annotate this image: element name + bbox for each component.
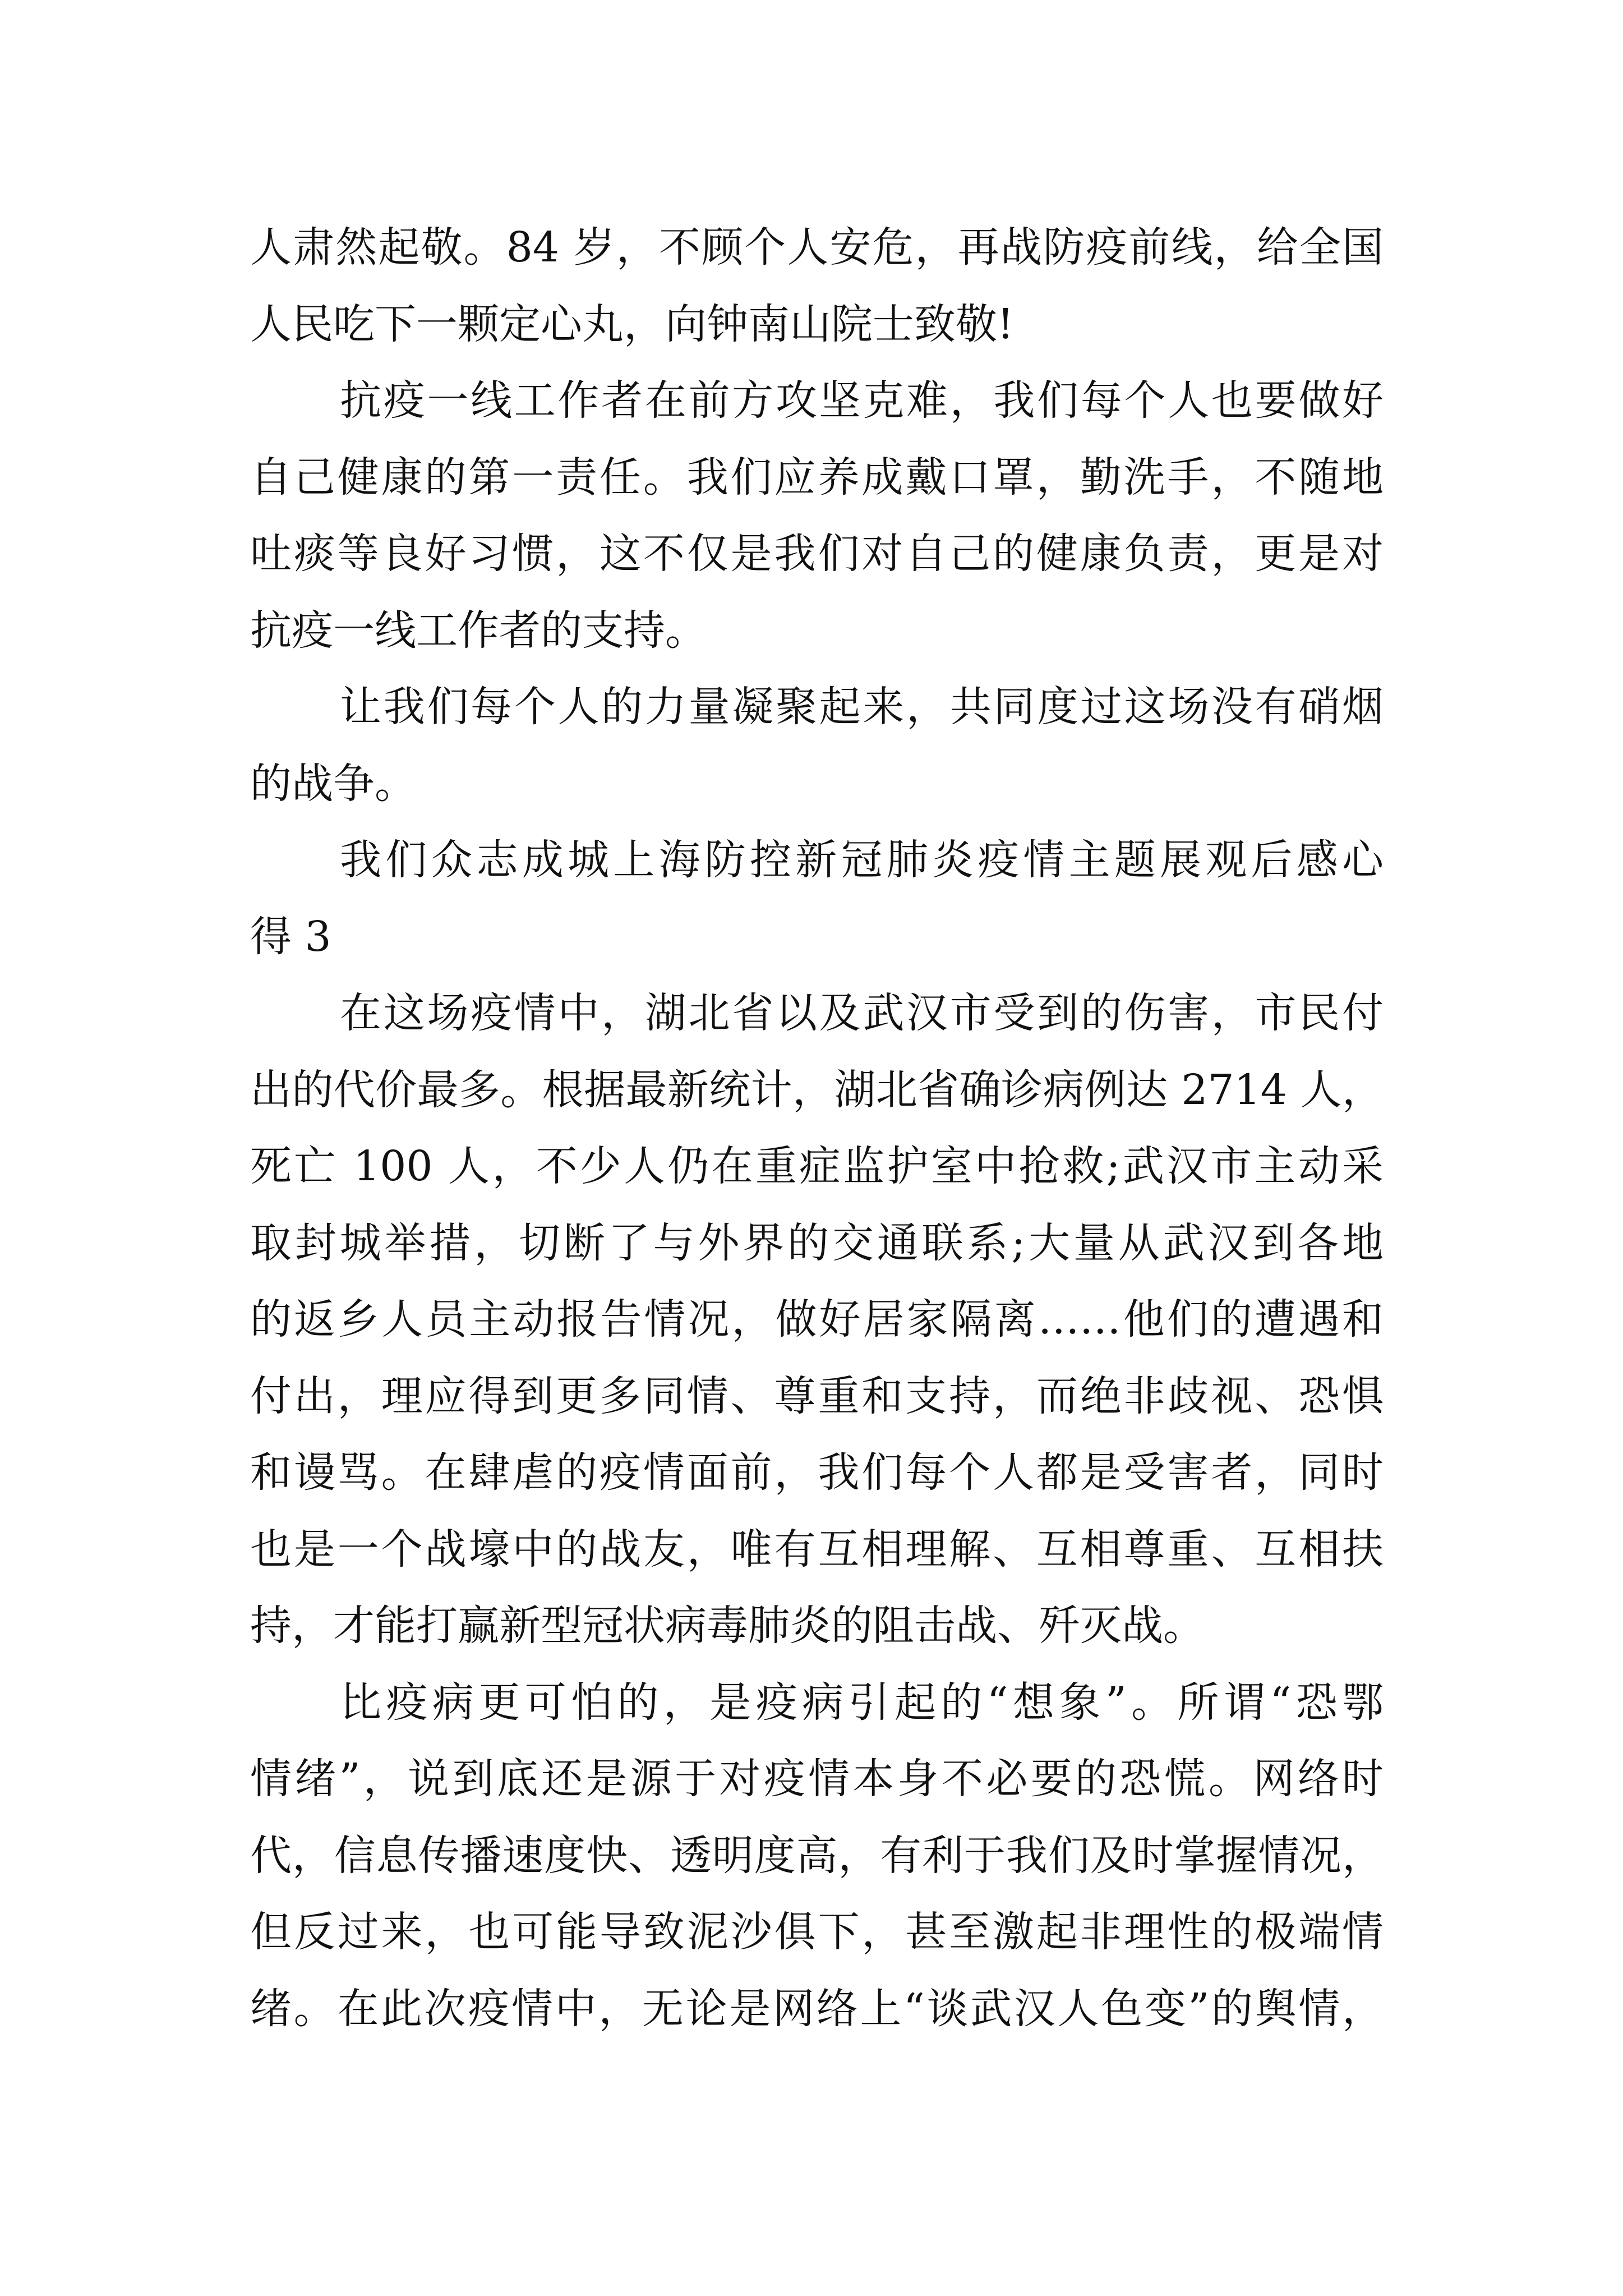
document-page — [250, 209, 1384, 2047]
title-line: 我们众志成城上海防控新冠肺炎疫情主题展观后感心 — [340, 836, 1384, 884]
paragraph-continuation — [250, 209, 1384, 362]
text-line: 的战争。 — [250, 759, 416, 808]
section-title — [250, 822, 1384, 975]
text-line: 让我们每个人的力量凝聚起来，共同度过这场没有硝烟 — [340, 683, 1384, 731]
text-line: 也是一个战壕中的战友，唯有互相理解、互相尊重、互相扶 — [250, 1525, 1384, 1573]
text-line: 但反过来，也可能导致泥沙俱下，甚至激起非理性的极端情 — [250, 1908, 1384, 1956]
text-line: 在这场疫情中，湖北省以及武汉市受到的伤害，市民付 — [340, 989, 1384, 1037]
text-line: 付出，理应得到更多同情、尊重和支持，而绝非歧视、恐惧 — [250, 1372, 1384, 1420]
text-line: 吐痰等良好习惯，这不仅是我们对自己的健康负责，更是对 — [250, 530, 1384, 578]
text-line: 出的代价最多。根据最新统计，湖北省确诊病例达 2714 人， — [250, 1065, 1384, 1114]
text-line: 人肃然起敬。84 岁，不顾个人安危，再战防疫前线，给全国 — [250, 223, 1384, 272]
text-line: 的返乡人员主动报告情况，做好居家隔离……他们的遭遇和 — [250, 1295, 1384, 1343]
paragraph — [250, 362, 1384, 669]
text-line: 抗疫一线工作者的支持。 — [250, 606, 707, 655]
text-line: 持，才能打赢新型冠状病毒肺炎的阻击战、歼灭战。 — [250, 1602, 1205, 1650]
text-line: 自己健康的第一责任。我们应养成戴口罩，勤洗手，不随地 — [250, 453, 1384, 501]
text-line: 抗疫一线工作者在前方攻坚克难，我们每个人也要做好 — [340, 376, 1384, 425]
text-line: 比疫病更可怕的，是疫病引起的“想象”。所谓“恐鄂 — [340, 1678, 1384, 1727]
text-line: 绪。在此次疫情中，无论是网络上“谈武汉人色变”的舆情， — [250, 1984, 1384, 2033]
text-line: 人民吃下一颗定心丸，向钟南山院士致敬! — [250, 300, 1014, 348]
text-line: 和谩骂。在肆虐的疫情面前，我们每个人都是受害者，同时 — [250, 1448, 1384, 1497]
text-line: 取封城举措，切断了与外界的交通联系;大量从武汉到各地 — [250, 1218, 1384, 1267]
text-line: 死亡 100 人，不少人仍在重症监护室中抢救;武汉市主动采 — [250, 1142, 1384, 1190]
text-line: 情绪”，说到底还是源于对疫情本身不必要的恐慌。网络时 — [250, 1755, 1384, 1803]
paragraph — [250, 975, 1384, 1664]
paragraph — [250, 1664, 1384, 2047]
text-line: 代，信息传播速度快、透明度高，有利于我们及时掌握情况， — [250, 1831, 1384, 1880]
paragraph — [250, 669, 1384, 822]
title-line: 得 3 — [250, 912, 331, 961]
